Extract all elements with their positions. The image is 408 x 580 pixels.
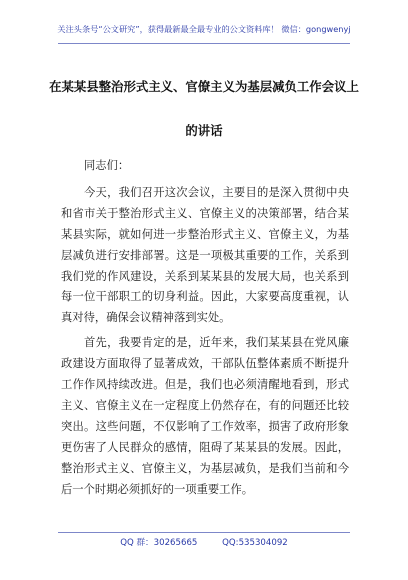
footer-contacts [0, 536, 408, 548]
footer-qq: QQ:535304092 [222, 538, 288, 548]
footer-qq-group: QQ 群：30265665 [120, 538, 198, 548]
header-divider [58, 43, 350, 44]
footer-divider [58, 532, 350, 533]
paragraph-first-point: 首先，我要肯定的是，近年来，我们某某县在党风廉政建设方面取得了显著成效，干部队伍整体素质不断提升工作作风持续改进。但是，我们也必须清醒地看到，形式主义、官僚主义在一定程度上仍然存在，有的问题还比较突出。这些问题，不仅影响了工作效率，损害了政府形象更伤害了人民群众的感情，阻碍了某某县的发展。因此，整治形式主义、官僚主义，为基层减负，是我们当前和今后一个时期必须抓好的一项重要工作。 [61, 336, 349, 496]
document-title-line-1: 在某某县整治形式主义、官僚主义为基层减负工作会议上 [49, 79, 359, 94]
greeting: 同志们： [84, 159, 130, 172]
paragraph-opening: 今天，我们召开这次会议，主要目的是深入贯彻中央和省市关于整治形式主义、官僚主义的决策部署，结合某某县实际，就如何进一步整治形式主义、官僚主义，为基层减负进行安排部署。这是一项极其重要的工作，关系到我们党的作风建设，关系到某某县的发展大局，也关系到每一位干部职工的切身利益。因此，大家要高度重视，认真对待，确保会议精神落到实处。 [61, 185, 349, 325]
document-title-line-2: 的讲话 [185, 123, 223, 138]
header-promo-text: 关注头条号“公文研究”，获得最新最全最专业的公文资料库！ 微信：gongwenyj [57, 24, 351, 34]
document-body [61, 156, 349, 505]
